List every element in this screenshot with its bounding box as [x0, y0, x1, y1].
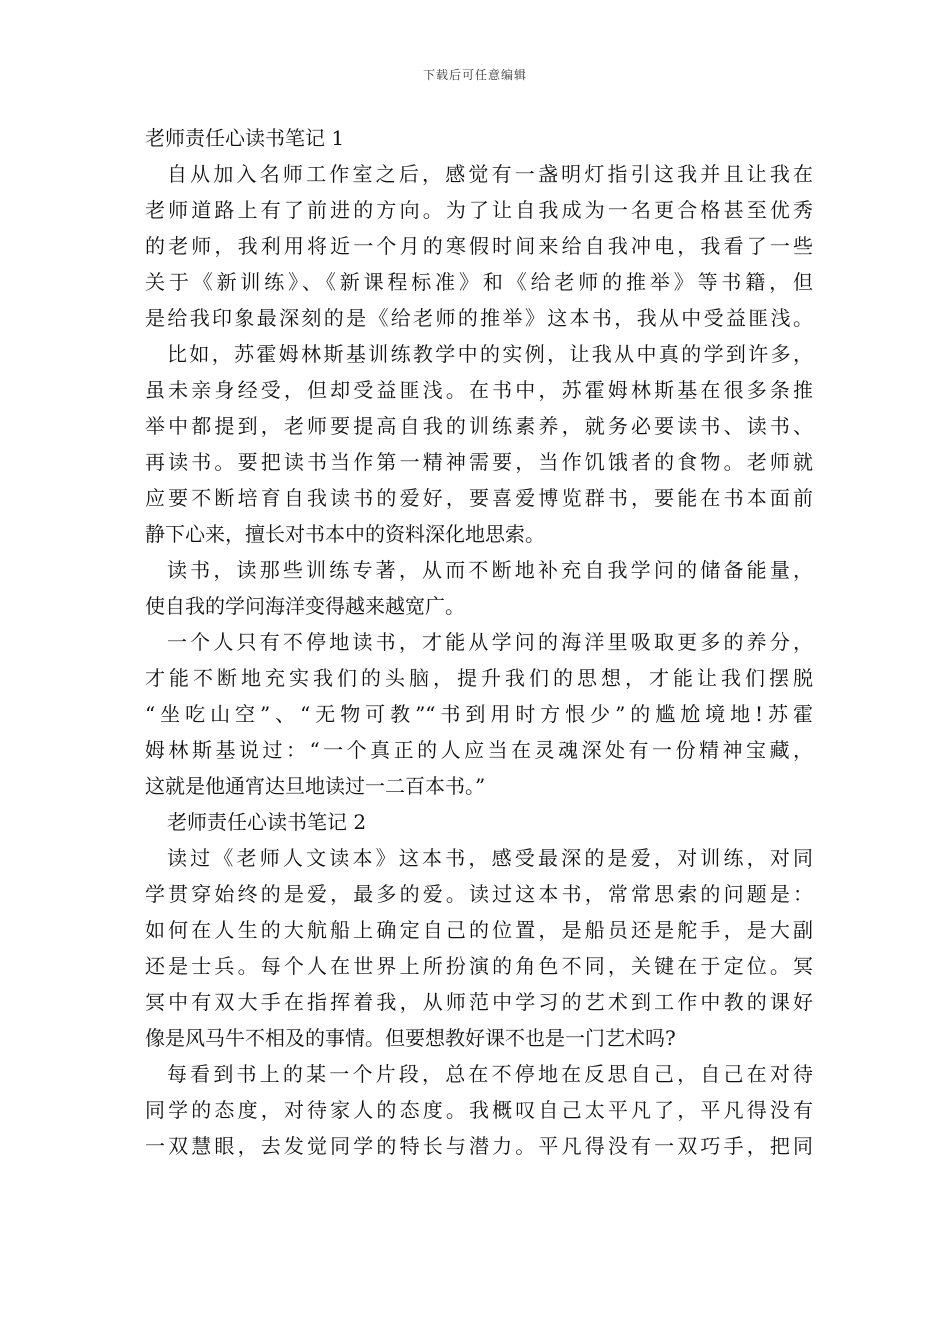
- document-body: [145, 120, 813, 1164]
- paragraph: [145, 624, 813, 804]
- text-line: 老师道路上有了前进的方向。为了让自我成为一名更合格甚至优秀: [145, 198, 813, 222]
- text-line: 如何在人生的大航船上确定自己的位置，是船员还是舵手，是大副: [145, 918, 813, 942]
- text-line: 一个人只有不停地读书，才能从学问的海洋里吸取更多的养分，: [167, 630, 813, 654]
- text-line: 像是风马牛不相及的事情。但要想教好课不也是一门艺术吗?: [145, 1026, 676, 1050]
- text-line: 学贯穿始终的是爱，最多的爱。读过这本书，常常思索的问题是：: [145, 882, 813, 906]
- paragraph: [145, 156, 813, 336]
- section-title-2: 老师责任心读书笔记 2: [167, 810, 367, 834]
- text-line: 才能不断地充实我们的头脑，提升我们的思想，才能让我们摆脱: [145, 666, 813, 690]
- text-line: 读书，读那些训练专著，从而不断地补充自我学问的储备能量，: [167, 558, 813, 582]
- text-line: “坐吃山空”、“无物可教”“书到用时方恨少”的尴尬境地!苏霍: [145, 702, 813, 726]
- text-line: 举中都提到，老师要提高自我的训练素养，就务必要读书、读书、: [145, 414, 813, 438]
- text-line: 同学的态度，对待家人的态度。我概叹自己太平凡了，平凡得没有: [145, 1098, 813, 1122]
- text-line: 读过《老师人文读本》这本书，感受最深的是爱，对训练，对同: [167, 846, 813, 870]
- paragraph: [145, 336, 813, 552]
- text-line: 虽未亲身经受，但却受益匪浅。在书中，苏霍姆林斯基在很多条推: [145, 378, 813, 402]
- text-line: 还是士兵。每个人在世界上所扮演的角色不同，关键在于定位。冥: [145, 954, 813, 978]
- text-line: 这就是他通宵达旦地读过一二百本书。”: [145, 774, 486, 798]
- text-line: 使自我的学问海洋变得越来越宽广。: [145, 594, 465, 618]
- text-line: 再读书。要把读书当作第一精神需要，当作饥饿者的食物。老师就: [145, 450, 813, 474]
- text-line: 的老师，我利用将近一个月的寒假时间来给自我冲电，我看了一些: [145, 234, 813, 258]
- text-line: 自从加入名师工作室之后，感觉有一盏明灯指引这我并且让我在: [167, 162, 813, 186]
- text-line: 关于《新训练》、《新课程标准》和《给老师的推举》等书籍，但: [145, 270, 813, 294]
- paragraph: [145, 840, 813, 1056]
- section-title-1: 老师责任心读书笔记 1: [145, 126, 345, 150]
- paragraph: [145, 1056, 813, 1164]
- text-line: 一双慧眼，去发觉同学的特长与潜力。平凡得没有一双巧手，把同: [145, 1134, 813, 1158]
- text-line: 比如，苏霍姆林斯基训练教学中的实例，让我从中真的学到许多，: [167, 342, 813, 366]
- page-header-watermark: 下载后可任意编辑: [422, 68, 527, 82]
- text-line: 静下心来，擅长对书本中的资料深化地思索。: [145, 522, 545, 546]
- text-line: 是给我印象最深刻的是《给老师的推举》这本书，我从中受益匪浅。: [145, 306, 813, 330]
- text-line: 冥中有双大手在指挥着我，从师范中学习的艺术到工作中教的课好: [145, 990, 813, 1014]
- text-line: 每看到书上的某一个片段，总在不停地在反思自己，自己在对待: [167, 1062, 813, 1086]
- paragraph: [145, 552, 813, 624]
- text-line: 应要不断培育自我读书的爱好，要喜爱博览群书，要能在书本面前: [145, 486, 813, 510]
- text-line: 姆林斯基说过：“一个真正的人应当在灵魂深处有一份精神宝藏，: [145, 738, 813, 762]
